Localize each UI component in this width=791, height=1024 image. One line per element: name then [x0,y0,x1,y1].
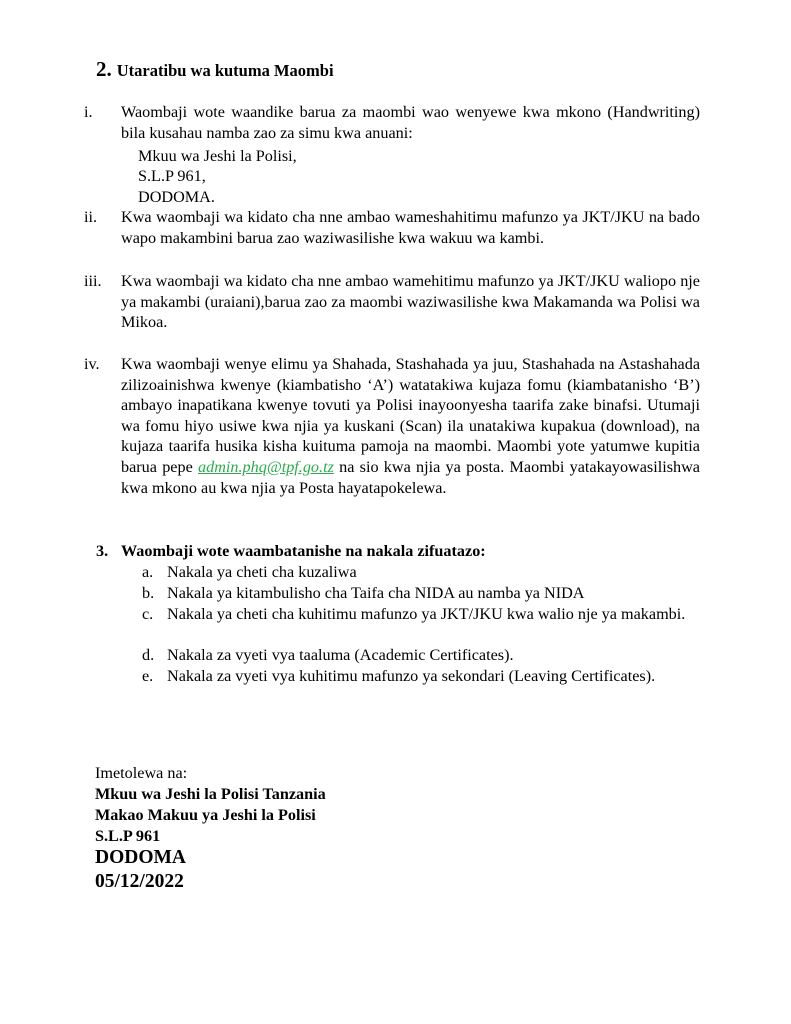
list-item-ii [84,207,700,248]
signatory-title: Mkuu wa Jeshi la Polisi Tanzania [95,785,326,803]
list-marker: d. [142,646,155,664]
attachment-item-d [142,645,700,666]
list-item-text: Nakala ya kitambulisho cha Taifa cha NIDA au namba ya NIDA [167,584,585,602]
section-3-title: Waombaji wote waambatanishe na nakala zifuatazo: [121,542,486,560]
signatory-po-box: S.L.P 961 [95,827,161,845]
attachment-item-a [142,562,700,583]
section-3-number: 3. [96,542,109,560]
address-line-3: DODOMA. [138,188,215,206]
list-marker: c. [142,605,154,623]
list-marker: iii. [84,272,102,290]
list-item-text-part: Kwa waombaji wenye elimu ya Shahada, Stashahada ya juu, Stashahada na Astashahada zilizoainishwa kwenye (kiambatisho ‘A’) watatakiwa kujaza fomu (kiambatanisho ‘B’) ambayo inapatikana kwenye tovuti ya Polisi inayoonyesha taarifa zake binafsi. Utumaji wa fomu hiyo usiwe kwa njia ya kuskani (Scan) ila unatakiwa kupakua (download), na kujaza taarifa husika kisha kuituma pamoja na maombi. Maombi yote yatumwe kupitia barua pepe [121,355,700,476]
list-marker: ii. [84,208,98,226]
section-2-number: 2. [96,57,112,81]
list-item-text: Waombaji wote waandike barua za maombi wao wenyewe kwa mkono (Handwriting) bila kusahau namba zao za simu kwa anuani: [121,103,700,142]
section-2-heading [96,59,334,82]
list-marker: a. [142,563,154,581]
list-item-iii [84,271,700,333]
list-item-text-part: na sio kwa njia ya posta. Maombi yatakayowasilishwa kwa mkono au kwa njia ya Posta hayatapokelewa. [121,457,700,497]
attachment-item-e [142,666,700,687]
issued-by-label: Imetolewa na: [95,764,188,782]
list-item-text: Nakala za vyeti vya kuhitimu mafunzo ya sekondari (Leaving Certificates). [167,667,656,685]
section-3-heading [96,541,486,562]
attachment-item-c [142,604,700,625]
list-marker: b. [142,584,155,602]
list-marker: iv. [84,355,100,373]
attachment-item-b [142,583,700,604]
list-item-text: Kwa waombaji wa kidato cha nne ambao wamehitimu mafunzo ya JKT/JKU waliopo nje ya makambi (uraiani),barua zao za maombi waziwasilishe kwa Makamanda wa Polisi wa Mikoa. [121,272,700,332]
list-item-i [84,102,700,143]
email-link[interactable]: admin.phq@tpf.go.tz [198,457,334,476]
section-2-title: Utaratibu wa kutuma Maombi [116,61,334,80]
signatory-city: DODOMA [95,847,186,868]
list-marker: e. [142,667,154,685]
list-item-text [121,354,700,498]
list-item-iv [84,354,700,498]
signatory-office: Makao Makuu ya Jeshi la Polisi [95,806,316,824]
list-marker: i. [84,103,93,121]
address-line-2: S.L.P 961, [138,167,206,185]
list-item-text: Kwa waombaji wa kidato cha nne ambao wameshahitimu mafunzo ya JKT/JKU na bado wapo makambini barua zao waziwasilishe kwa wakuu wa kambi. [121,208,700,247]
issue-date: 05/12/2022 [95,871,184,892]
list-item-text: Nakala za vyeti vya taaluma (Academic Certificates). [167,646,514,664]
list-item-text: Nakala ya cheti cha kuhitimu mafunzo ya JKT/JKU kwa walio nje ya makambi. [167,605,686,623]
list-item-text: Nakala ya cheti cha kuzaliwa [167,563,357,581]
address-line-1: Mkuu wa Jeshi la Polisi, [138,147,297,165]
